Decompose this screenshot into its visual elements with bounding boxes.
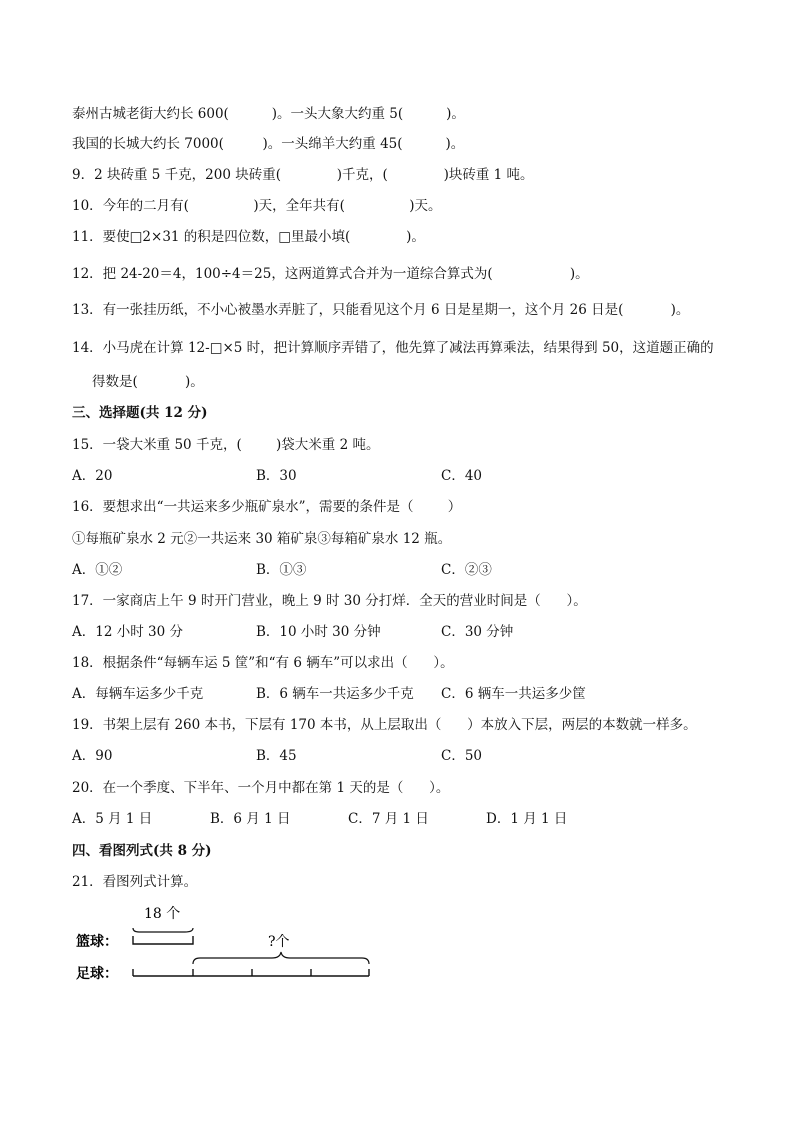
question-19: 19．书架上层有 260 本书，下层有 170 本书，从上层取出（ ）本放入下层，两层的本数就一样多。 xyxy=(72,717,697,733)
brace-top xyxy=(133,928,193,932)
question-9: 9．2 块砖重 5 千克，200 块砖重( )千克，( )块砖重 1 吨。 xyxy=(72,167,534,183)
question-18: 18．根据条件“每辆车运 5 筐”和“有 6 辆车”可以求出（ ）。 xyxy=(72,655,454,671)
basketball-segment xyxy=(133,936,193,944)
option-a: A．5 月 1 日 xyxy=(72,811,153,827)
option-d: D．1 月 1 日 xyxy=(486,811,568,827)
question-12: 12．把 24-20＝4，100÷4＝25，这两道算式合并为一道综合算式为( )。 xyxy=(72,266,589,282)
basketball-count-label: 18 个 xyxy=(144,906,181,922)
question-14: 14．小马虎在计算 12-□×5 时，把计算顺序弄错了，他先算了减法再算乘法，结果得到 50，这道题正确的 xyxy=(72,340,714,356)
question-count-label: ?个 xyxy=(268,934,290,950)
option-a: A．12 小时 30 分 xyxy=(72,624,183,640)
option-c: C．7 月 1 日 xyxy=(348,811,429,827)
option-c: C．40 xyxy=(441,468,483,484)
question-10: 10．今年的二月有( )天，全年共有( )天。 xyxy=(72,198,442,214)
question-line-units-1: 泰州古城老街大约长 600( )。一头大象大约重 5( )。 xyxy=(72,106,465,122)
question-13: 13．有一张挂历纸，不小心被墨水弄脏了，只能看见这个月 6 日是星期一，这个月 26 日是( )。 xyxy=(72,302,690,318)
option-c: C．50 xyxy=(441,748,483,764)
question-20: 20．在一个季度、下半年、一个月中都在第 1 天的是（ ）。 xyxy=(72,780,450,796)
option-b: B．6 月 1 日 xyxy=(210,811,291,827)
option-b: B．6 辆车一共运多少千克 xyxy=(256,686,414,702)
option-b: B．①③ xyxy=(256,562,307,578)
line-segment-diagram xyxy=(72,900,402,990)
question-16-conditions: ①每瓶矿泉水 2 元②一共运来 30 箱矿泉③每箱矿泉水 12 瓶。 xyxy=(72,531,452,547)
option-b: B．45 xyxy=(256,748,297,764)
football-label: 足球： xyxy=(76,966,118,982)
question-15: 15．一袋大米重 50 千克，( )袋大米重 2 吨。 xyxy=(72,437,380,453)
option-a: A．20 xyxy=(72,468,113,484)
question-16: 16．要想求出“一共运来多少瓶矿泉水”，需要的条件是（ ） xyxy=(72,499,462,515)
option-c: C．6 辆车一共运多少筐 xyxy=(441,686,586,702)
question-11: 11．要使□2×31 的积是四位数，□里最小填( )。 xyxy=(72,229,425,245)
basketball-label: 篮球： xyxy=(76,934,118,950)
option-c: C．30 分钟 xyxy=(441,624,514,640)
option-c: C．②③ xyxy=(441,562,492,578)
section-heading-diagram: 四、看图列式(共 8 分) xyxy=(72,843,212,859)
section-heading-choice: 三、选择题(共 12 分) xyxy=(72,405,208,421)
option-b: B．10 小时 30 分钟 xyxy=(256,624,381,640)
question-17: 17．一家商店上午 9 时开门营业，晚上 9 时 30 分打烊．全天的营业时间是（ ）。 xyxy=(72,593,587,609)
option-a: A．每辆车运多少千克 xyxy=(72,686,204,702)
option-a: A．①② xyxy=(72,562,123,578)
question-14-continued: 得数是( )。 xyxy=(92,374,204,390)
brace-middle xyxy=(193,952,369,964)
option-a: A．90 xyxy=(72,748,113,764)
question-21: 21．看图列式计算。 xyxy=(72,874,198,890)
option-b: B．30 xyxy=(256,468,297,484)
question-line-units-2: 我国的长城大约长 7000( )。一头绵羊大约重 45( )。 xyxy=(72,136,465,152)
